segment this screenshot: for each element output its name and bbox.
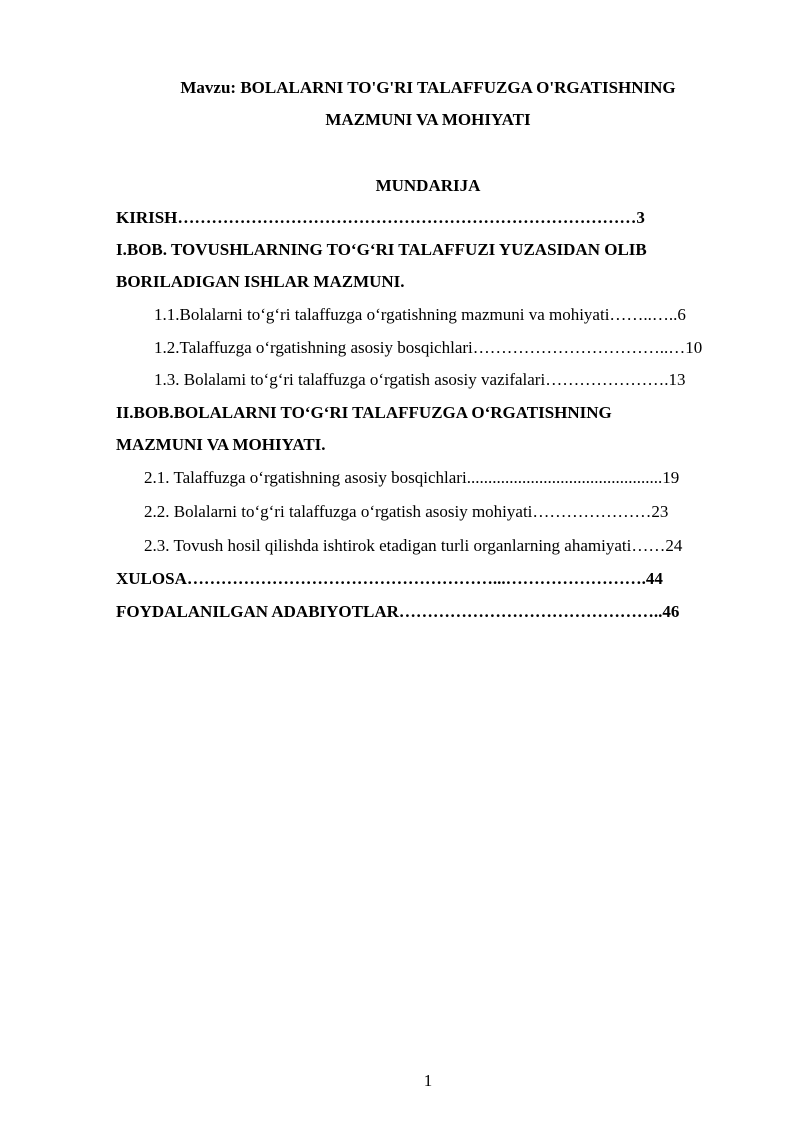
toc-entry-adabiyotlar: FOYDALANILGAN ADABIYOTLAR………………………………………..46 <box>116 602 680 621</box>
title-line-2: MAZMUNI VA MOHIYATI <box>325 110 531 129</box>
page-number: 1 <box>423 1071 433 1090</box>
toc-heading: MUNDARIJA <box>375 176 481 195</box>
toc-section-1-1: 1.1.Bolalarni to‘g‘ri talaffuzga o‘rgatishning mazmuni va mohiyati……..…..6 <box>154 305 686 324</box>
toc-section-1-3: 1.3. Bolalami to‘g‘ri talaffuzga o‘rgatish asosiy vazifalari………………….13 <box>154 370 686 389</box>
toc-chapter-2-line-1: II.BOB.BOLALARNI TO‘G‘RI TALAFFUZGA O‘RGATISHNING <box>116 403 612 422</box>
toc-section-1-2: 1.2.Talaffuzga o‘rgatishning asosiy bosqichlari……………………………..…10 <box>154 338 703 357</box>
toc-entry-kirish: KIRISH………………………………………………………………………3 <box>116 208 645 227</box>
toc-section-2-3: 2.3. Tovush hosil qilishda ishtirok etadigan turli organlarning ahamiyati……24 <box>144 536 683 555</box>
toc-section-2-2: 2.2. Bolalarni to‘g‘ri talaffuzga o‘rgatish asosiy mohiyati…………………23 <box>144 502 669 521</box>
toc-chapter-1-line-1: I.BOB. TOVUSHLARNING TO‘G‘RI TALAFFUZI YUZASIDAN OLIB <box>116 240 647 259</box>
title-line-1: Mavzu: BOLALARNI TO'G'RI TALAFFUZGA O'RGATISHNING <box>180 78 676 97</box>
toc-chapter-2-line-2: MAZMUNI VA MOHIYATI. <box>116 435 326 454</box>
toc-section-2-1: 2.1. Talaffuzga o‘rgatishning asosiy bosqichlari..............................................19 <box>144 468 680 487</box>
toc-entry-xulosa: XULOSA………………………………………………...…………………….44 <box>116 569 663 588</box>
toc-chapter-1-line-2: BORILADIGAN ISHLAR MAZMUNI. <box>116 272 405 291</box>
